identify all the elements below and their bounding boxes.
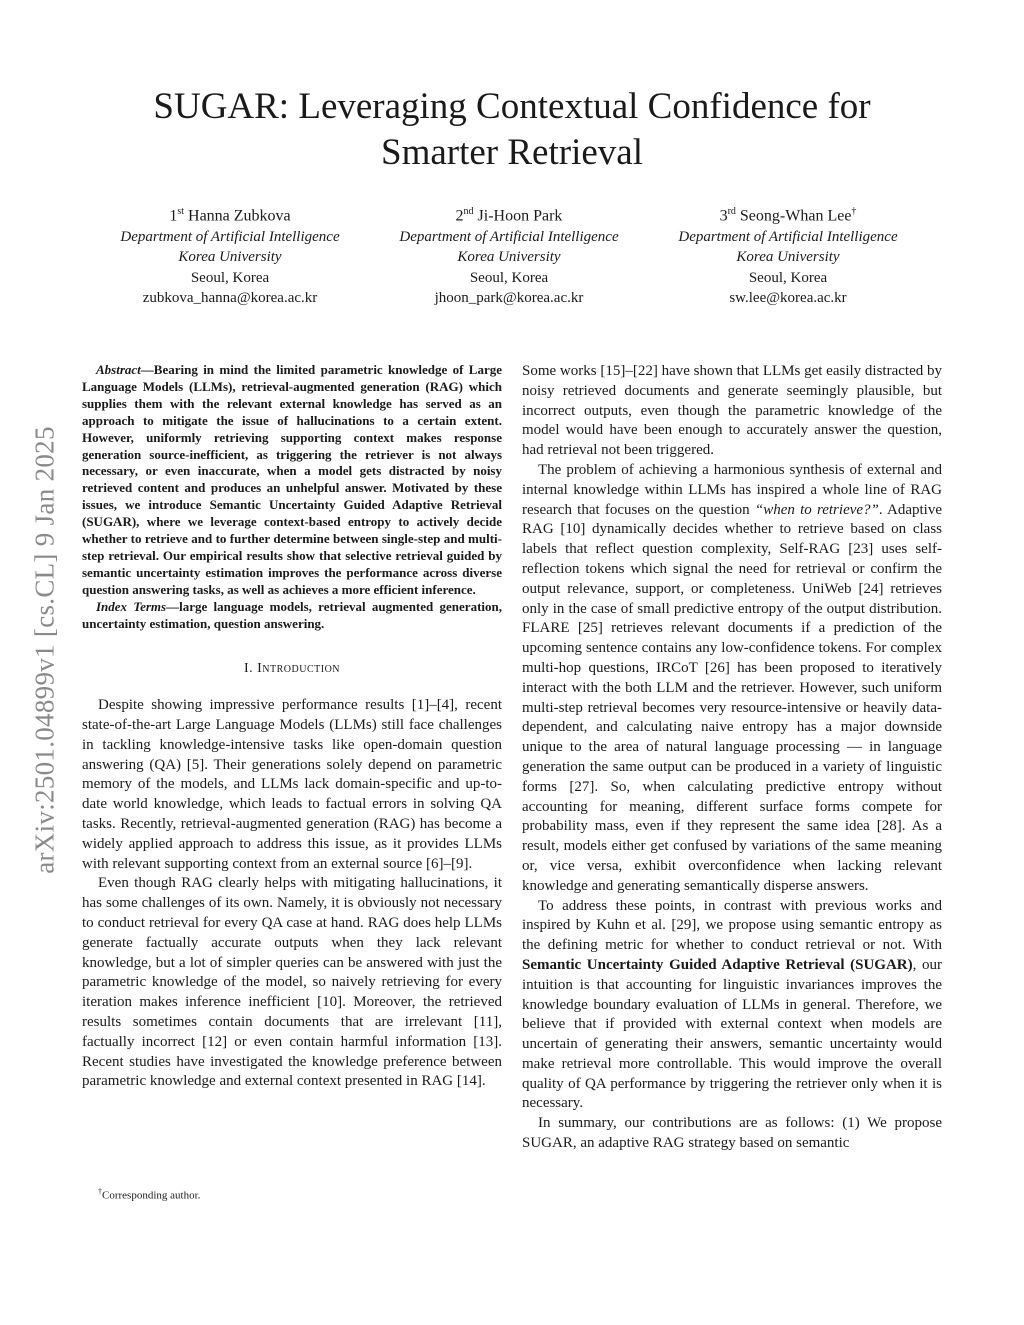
author-location: Seoul, Korea <box>190 269 270 286</box>
author-location: Seoul, Korea <box>469 269 549 286</box>
author-2 <box>374 202 644 309</box>
right-paragraph-4: In summary, our contributions are as follows: (1) We propose SUGAR, an adaptive RAG strategy based on semantic <box>522 1115 942 1152</box>
author-email[interactable]: sw.lee@korea.ac.kr <box>729 290 847 307</box>
author-ordinal: 2 <box>455 207 464 225</box>
author-email[interactable]: zubkova_hanna@korea.ac.kr <box>142 290 318 307</box>
author-name: Ji-Hoon Park <box>477 207 563 225</box>
abstract <box>82 362 502 599</box>
author-department: Department of Artificial Intelligence <box>678 228 898 245</box>
author-ordinal-suffix: nd <box>463 206 474 217</box>
author-ordinal-suffix: st <box>177 206 185 217</box>
intro-paragraph-2: Even though RAG clearly helps with mitigating hallucinations, it has some challenges of its own. Namely, it is obviously not necessary to conduct retrieval for every QA case at hand. RAG does help LLMs generate factually accurate outputs when they lack relevant knowledge, but a lot of simpler queries can be answered with just the parametric knowledge of the model, so naively retrieving for every iteration makes inference inefficient [10]. Moreover, the retrieved results sometimes contain documents that are irrelevant [11], factually incorrect [12] or even contain harmful information [13]. Recent studies have investigated the knowledge preference between parametric knowledge and external context presented in RAG [14]. <box>82 875 502 1090</box>
abstract-text: —Bearing in mind the limited parametric knowledge of Large Language Models (LLMs), retrieval-augmented generation (RAG) which supplies them with the relevant external knowledge has served as an approach to mitigate the issue of hallucinations to a certain extent. However, uniformly retrieving supporting context makes response generation source-inefficient, as triggering the retriever is not always necessary, or even inaccurate, when a model gets distracted by noisy retrieved content and produces an unhelpful answer. Motivated by these issues, we introduce Semantic Uncertainty Guided Adaptive Retrieval (SUGAR), where we leverage context-based entropy to actively decide whether to retrieve and to further determine between single-step and multi-step retrieval. Our empirical results show that selective retrieval guided by semantic uncertainty estimation improves the performance across diverse question answering tasks, as well as achieves a more efficient inference. <box>82 362 502 597</box>
author-university: Korea University <box>178 249 282 266</box>
intro-paragraph-1: Despite showing impressive performance results [1]–[4], recent state-of-the-art Large Language Models (LLMs) still face challenges in tackling knowledge-intensive tasks like open-domain question answering (QA) [5]. Their generations solely depend on parametric memory of the models, and LLMs lack domain-specific and up-to-date world knowledge, which leads to factual errors in solving QA tasks. Recently, retrieval-augmented generation (RAG) has become a widely applied approach to address this issue, as it provides LLMs with relevant supporting context from an external source [6]–[9]. <box>82 697 502 872</box>
right-paragraph-3 <box>522 897 942 1115</box>
author-ordinal-suffix: rd <box>727 206 736 217</box>
text-run: To address these points, in contrast with previous works and inspired by Kuhn et al. [29], we propose using semantic entropy as the defining metric for whether to conduct retrieval or not. With <box>522 897 942 954</box>
left-column <box>82 362 502 1092</box>
author-1 <box>95 202 365 309</box>
title-line-1: SUGAR: Leveraging Contextual Confidence for <box>153 86 871 127</box>
author-location: Seoul, Korea <box>748 269 828 286</box>
footnote-mark: † <box>98 1187 102 1196</box>
index-terms-text: —large language models, retrieval augmented generation, uncertainty estimation, question answering. <box>82 598 502 631</box>
paper-title <box>80 84 944 176</box>
right-column <box>522 362 942 1154</box>
text-run: . Adaptive RAG [10] dynamically decides whether to retrieve based on class labels that reflect question complexity, Self-RAG [23] uses self-reflection tokens which signal the need for retrieval or confirm the output relevance, support, or completeness. UniWeb [24] retrieves only in the case of small predictive entropy of the output distribution. FLARE [25] retrieves relevant documents if a prediction of the upcoming sentence contains any low-confidence tokens. For complex multi-hop questions, IRCoT [26] has been proposed to iteratively interact with the both LLM and the retriever. However, such uniform multi-step retrieval becomes very resource-intensive or heavily data-dependent, and calculating naive entropy has a major downside unique to the area of natural language processing — in language generation the same output can be produced in a variety of linguistic forms [27]. So, when calculating predictive entropy without accounting for meaning, different surface forms compete for probability mass, even if they represent the same idea [28]. As a result, models either get confused by variations of the same meaning or, vice versa, exhibit overconfidence when lacking relevant knowledge and generating semantically disperse answers. <box>522 501 943 894</box>
text-run: The problem of achieving a harmonious synthesis of external and internal knowledge within LLMs has inspired a whole line of RAG research that focuses on the question <box>522 461 942 518</box>
section-title: Introduction <box>257 660 341 676</box>
text-run: , our intuition is that accounting for linguistic invariances improves the knowledge boundary evaluation of LLMs in general. Therefore, we believe that if provided with external context when models are uncertain of generating their answers, semantic uncertainty would make retrieval more controllable. This would improve the overall quality of QA performance by triggering the retriever only when it is necessary. <box>522 956 943 1112</box>
author-department: Department of Artificial Intelligence <box>120 228 340 245</box>
right-paragraph-1: Some works [15]–[22] have shown that LLMs get easily distracted by noisy retrieved documents and generate seemingly plausible, but incorrect outputs, even though the parametric knowledge of the model would have been enough to accurately answer the question, had retrieval not been triggered. <box>522 363 942 459</box>
author-ordinal: 1 <box>169 207 178 225</box>
title-line-2: Smarter Retrieval <box>381 132 643 173</box>
author-department: Department of Artificial Intelligence <box>399 228 619 245</box>
section-number: I. <box>243 660 254 676</box>
abstract-label: Abstract <box>96 362 141 377</box>
footnote-text: Corresponding author. <box>102 1189 201 1202</box>
index-terms <box>82 599 502 633</box>
arxiv-sidebar <box>25 370 65 930</box>
author-name: Hanna Zubkova <box>188 207 291 225</box>
author-3 <box>653 202 923 309</box>
right-paragraph-2 <box>522 461 942 897</box>
index-terms-label: Index Terms <box>96 598 167 614</box>
arxiv-identifier: arXiv:2501.04899v1 [cs.CL] 9 Jan 2025 <box>29 426 60 874</box>
author-name: Seong-Whan Lee <box>739 207 852 225</box>
section-heading-introduction <box>82 659 502 679</box>
author-email[interactable]: jhoon_park@korea.ac.kr <box>434 290 584 307</box>
author-university: Korea University <box>457 249 561 266</box>
footnote <box>98 1187 200 1202</box>
author-ordinal: 3 <box>719 207 728 225</box>
author-university: Korea University <box>736 249 840 266</box>
method-name: Semantic Uncertainty Guided Adaptive Retrieval (SUGAR) <box>522 956 913 973</box>
question-quote: “when to retrieve?” <box>754 501 879 518</box>
corresponding-author-mark: † <box>851 206 857 217</box>
